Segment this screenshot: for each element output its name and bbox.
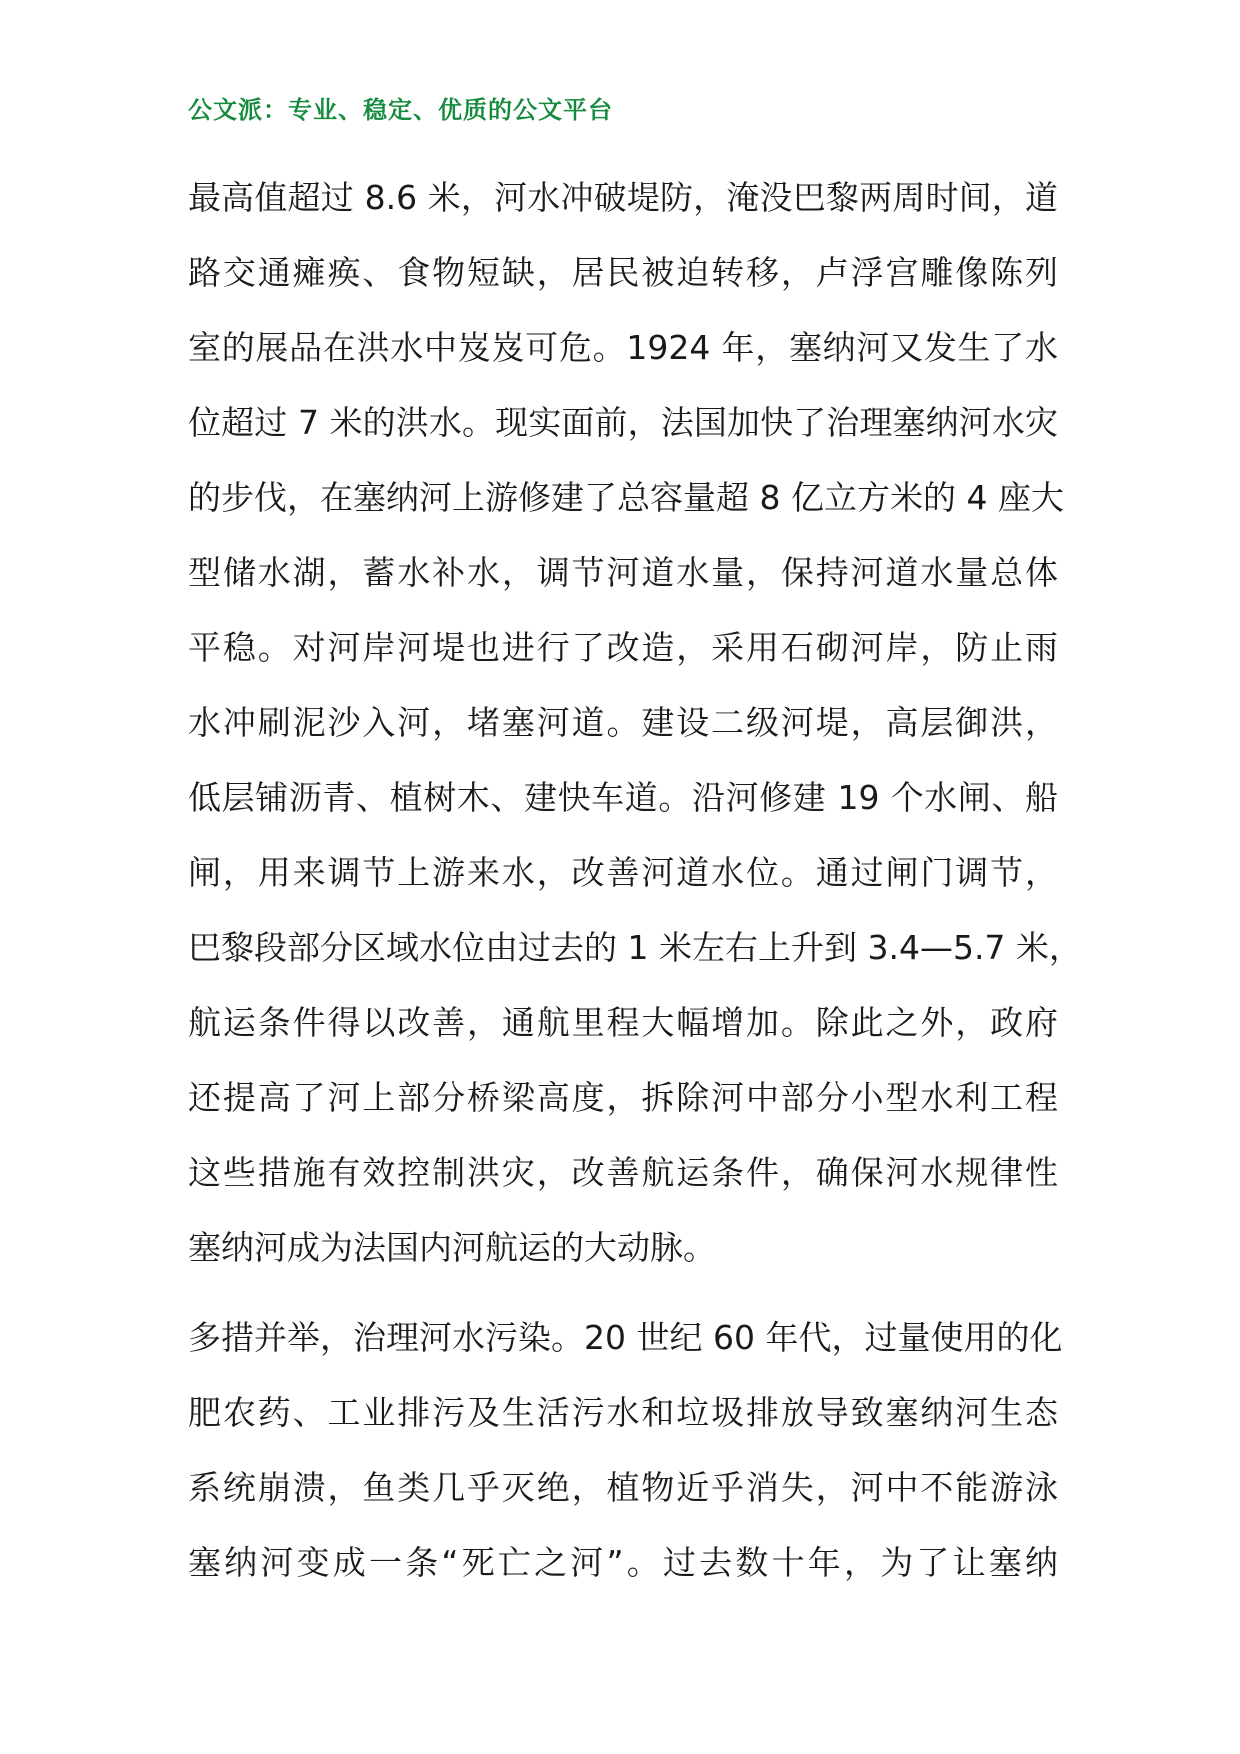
text-line: 闸，用来调节上游来水，改善河道水位。通过闸门调节， xyxy=(188,853,1058,892)
text-line: 还提高了河上部分桥梁高度，拆除河中部分小型水利工程 xyxy=(188,1078,1058,1117)
text-line: 低层铺沥青、植树木、建快车道。沿河修建 19 个水闸、船 xyxy=(188,778,1058,817)
paragraph-flood-control xyxy=(188,160,1082,1285)
text-line: 位超过 7 米的洪水。现实面前，法国加快了治理塞纳河水灾 xyxy=(188,403,1058,442)
text-line: 塞纳河变成一条“死亡之河”。过去数十年，为了让塞纳 xyxy=(188,1543,1058,1582)
text-line: 型储水湖，蓄水补水，调节河道水量，保持河道水量总体 xyxy=(188,553,1058,592)
text-line: 肥农药、工业排污及生活污水和垃圾排放导致塞纳河生态 xyxy=(188,1393,1058,1432)
text-line: 塞纳河成为法国内河航运的大动脉。 xyxy=(188,1228,716,1267)
text-line: 路交通瘫痪、食物短缺，居民被迫转移，卢浮宫雕像陈列 xyxy=(188,253,1058,292)
text-line: 平稳。对河岸河堤也进行了改造，采用石砌河岸，防止雨 xyxy=(188,628,1058,667)
text-line: 室的展品在洪水中岌岌可危。1924 年，塞纳河又发生了水 xyxy=(188,328,1058,367)
paragraph-pollution-control xyxy=(188,1300,1063,1600)
text-line: 水冲刷泥沙入河，堵塞河道。建设二级河堤，高层御洪， xyxy=(188,703,1058,742)
text-line: 航运条件得以改善，通航里程大幅增加。除此之外，政府 xyxy=(188,1003,1058,1042)
text-line: 的步伐，在塞纳河上游修建了总容量超 8 亿立方米的 4 座大 xyxy=(188,478,1064,517)
text-line: 最高值超过 8.6 米，河水冲破堤防，淹没巴黎两周时间，道 xyxy=(188,178,1058,217)
page-header: 公文派：专业、稳定、优质的公文平台 xyxy=(188,96,613,124)
text-line: 系统崩溃，鱼类几乎灭绝，植物近乎消失，河中不能游泳 xyxy=(188,1468,1058,1507)
text-line: 这些措施有效控制洪灾，改善航运条件，确保河水规律性 xyxy=(188,1153,1058,1192)
text-line: 巴黎段部分区域水位由过去的 1 米左右上升到 3.4—5.7 米， xyxy=(188,928,1082,967)
text-line: 多措并举，治理河水污染。20 世纪 60 年代，过量使用的化 xyxy=(188,1318,1063,1357)
